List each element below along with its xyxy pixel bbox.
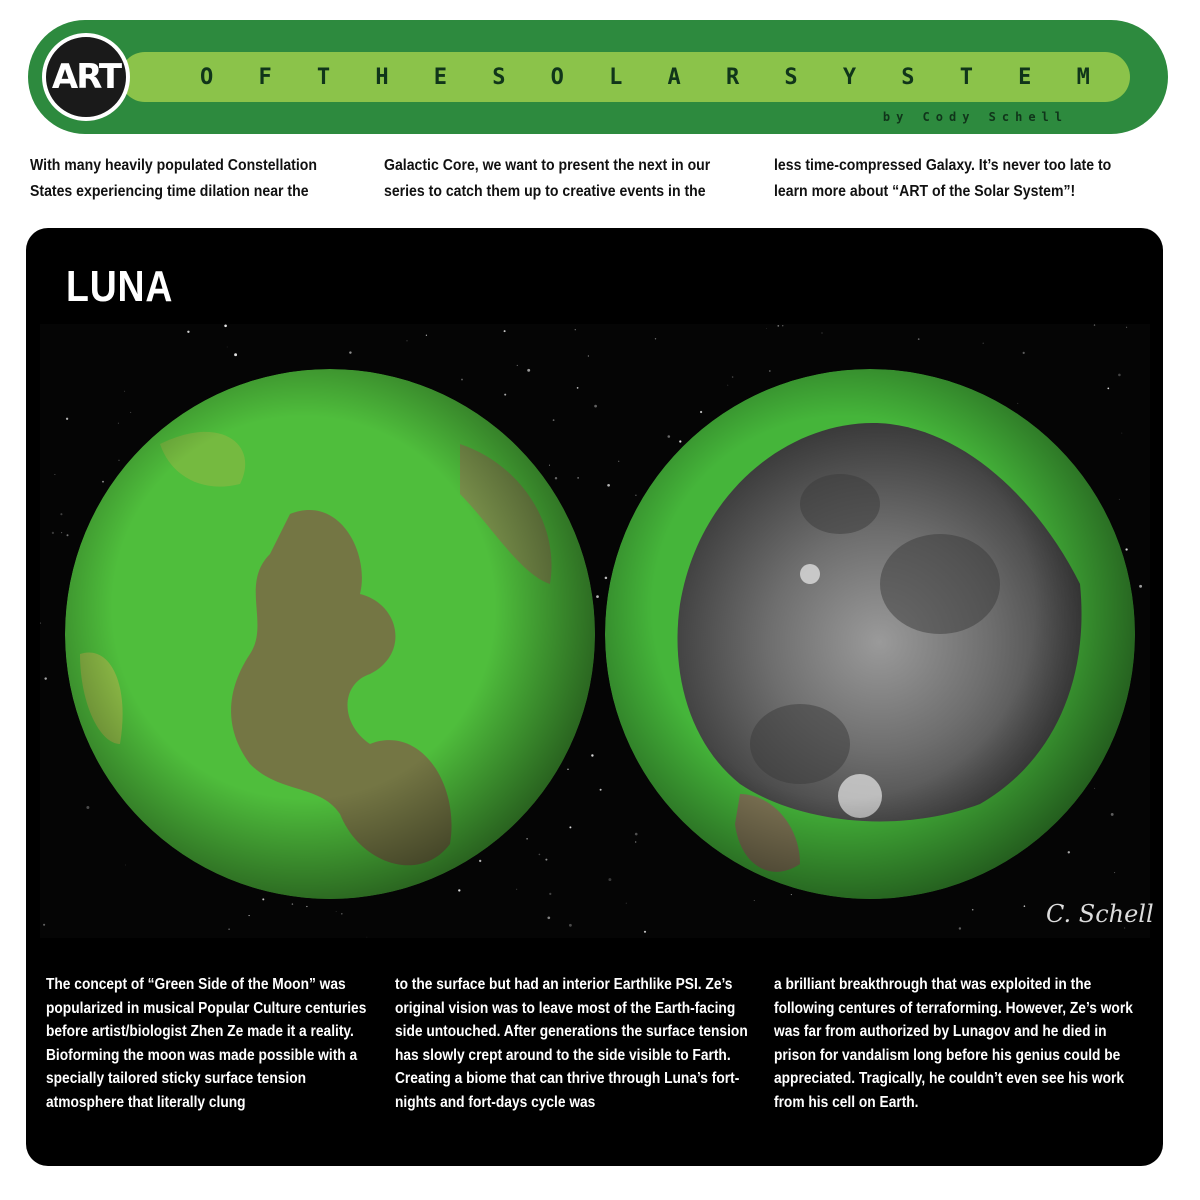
star [61,532,62,533]
star [60,513,62,515]
byline: by Cody Schell [882,110,1068,124]
star [791,894,792,895]
moon-artwork [40,324,1150,938]
star [224,324,227,327]
star [1139,585,1142,588]
star [66,418,68,420]
star [679,440,681,442]
title-letter: F [258,64,272,90]
star [1119,499,1120,500]
panel-title: LUNA [66,262,174,311]
star [306,906,307,907]
title-letter: M [1076,64,1090,90]
star [545,859,547,861]
star [1114,872,1115,873]
star [118,423,119,424]
star [54,474,55,475]
star [461,379,463,381]
title-bar [120,52,1130,102]
star [1121,433,1122,434]
right-moon [605,369,1135,899]
title-letter: S [492,64,506,90]
intro-column-1: With many heavily populated Constellation States experiencing time dilation near the [30,157,317,200]
star [727,385,728,386]
description-column-1: The concept of “Green Side of the Moon” was popularized in musical Popular Culture centuries before artist/biologist Zhen Ze made it a reality. Bioforming the moon was made possible with a specially tailored sticky surface tension atmosphere that literally clung [46,976,367,1111]
title-letter: S [901,64,915,90]
star [249,915,250,916]
star [782,325,783,326]
star [555,477,557,479]
star [86,806,89,809]
star [569,924,572,927]
star [407,341,408,342]
star [539,854,541,856]
star [577,387,579,389]
star [1125,548,1127,550]
star [517,365,518,366]
star [367,937,368,938]
star [1023,352,1025,354]
art-logo [42,33,130,121]
description-column-3: a brilliant breakthrough that was exploited in the following centures of terraforming. However, Ze’s work was far from authorized by Lunagov and he died in prison for vandalism long before his genius could be appreciated. Tragically, he couldn’t even see his work from his cell on Earth. [774,976,1133,1111]
star [972,909,974,911]
star [608,878,611,881]
star [732,376,734,378]
star [125,865,126,866]
description-column-2: to the surface but had an interior Earthlike PSI. Ze’s original vision was to leave most of the Earth-facing side untouched. After generations the surface tension has slowly crept around to the side visible to Farth. Creating a biome that can thrive through Luna’s fort-nights and fort-days cycle was [395,976,748,1111]
star [626,903,627,904]
star [1107,388,1109,390]
star [655,338,656,339]
star [504,394,506,396]
star [119,460,120,461]
star [547,916,550,919]
star [667,435,670,438]
star [1017,403,1018,404]
star [262,898,264,900]
star [553,419,555,421]
star [292,903,293,904]
star [607,484,610,487]
title-letter: T [959,64,973,90]
star [635,495,636,496]
star [1094,324,1095,325]
star [1111,813,1114,816]
star [52,532,54,534]
star [777,325,779,327]
title-letter: S [784,64,798,90]
star [549,465,550,466]
star [822,333,823,334]
star [918,338,920,340]
star [591,754,593,756]
star [1094,788,1095,789]
star [341,913,343,915]
star [644,931,646,933]
star [458,889,460,891]
intro-column-2: Galactic Core, we want to present the next in our series to catch them up to creative events in the [384,157,711,200]
title-letter: H [375,64,389,90]
artist-signature: C. Schell [1046,900,1154,928]
star [516,889,517,890]
logo-text: ART [51,57,121,97]
star [594,405,597,408]
star [187,331,189,333]
star [336,911,337,912]
title-letter: A [667,64,681,90]
title-letter: E [433,64,447,90]
star [234,353,237,356]
star [605,577,608,580]
star [1068,851,1070,853]
star [588,355,589,356]
star [1118,374,1121,377]
star [349,351,351,353]
star [600,789,602,791]
series-title [120,52,1130,102]
star [766,328,767,329]
star [567,769,568,770]
star [67,534,69,536]
star [577,477,579,479]
star [227,347,228,348]
star [228,928,230,930]
title-letter: Y [842,64,857,90]
star [769,370,771,372]
star [575,329,576,330]
star [549,893,551,895]
header-banner [28,20,1168,134]
title-letter: E [1018,64,1032,90]
intro-column-3: less time-compressed Galaxy. It’s never too late to learn more about “ART of the Solar System”! [774,157,1112,200]
left-moon [65,369,595,899]
title-letter: T [316,64,331,90]
star [526,838,528,840]
title-letter: R [725,64,740,90]
star [596,595,599,598]
star [618,461,619,462]
star [700,411,702,413]
title-letter: O [200,64,214,90]
star [1126,327,1127,328]
intro-text [30,153,1170,213]
star [479,860,481,862]
title-letter: O [550,64,564,90]
star [754,900,755,901]
star [635,841,636,842]
star [527,369,530,372]
star [44,677,46,679]
star [426,335,427,336]
star [124,391,125,392]
star [635,833,638,836]
star [130,412,131,413]
star [43,924,45,926]
star [102,481,104,483]
star [504,330,506,332]
star [569,826,571,828]
title-letter: L [609,64,623,90]
luna-panel [26,228,1163,1166]
star [959,927,961,929]
star [1024,905,1026,907]
star [983,343,984,344]
